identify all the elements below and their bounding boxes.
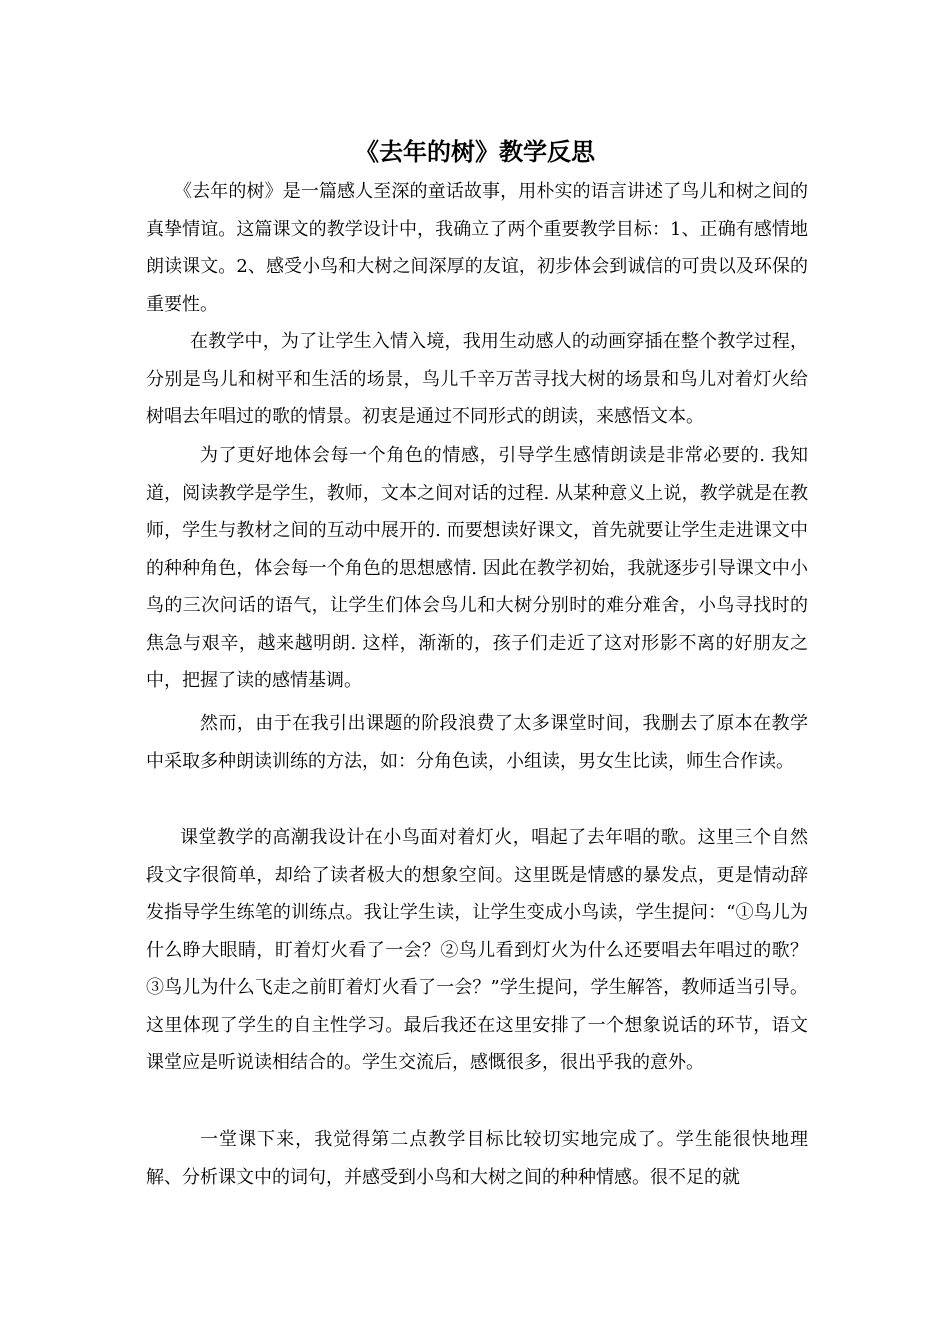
paragraph-2: 在教学中，为了让学生入情入境，我用生动感人的动画穿插在整个教学过程，分别是鸟儿和树平和生活的场景，鸟儿千辛万苦寻找大树的场景和鸟儿对着灯火给树唱去年唱过的歌的情景。初衷是通过不同形式的朗读，来感悟文本。 [146, 331, 808, 427]
paragraph-1: 《去年的树》是一篇感人至深的童话故事，用朴实的语言讲述了鸟儿和树之间的真挚情谊。这篇课文的教学设计中，我确立了两个重要教学目标：1、正确有感情地朗读课文。2、感受小鸟和大树之间深厚的友谊，初步体会到诚信的可贵以及环保的重要性。 [146, 181, 808, 315]
paragraph-6: 一堂课下来，我觉得第二点教学目标比较切实地完成了。学生能很快地理解、分析课文中的词句，并感受到小鸟和大树之间的种种情感。很不足的就 [146, 1129, 808, 1188]
paragraph-4: 然而，由于在我引出课题的阶段浪费了太多课堂时间，我删去了原本在教学中采取多种朗读训练的方法，如：分角色读，小组读，男女生比读，师生合作读。 [146, 713, 808, 772]
paragraph-3: 为了更好地体会每一个角色的情感，引导学生感情朗读是非常必要的. 我知道，阅读教学是学生，教师，文本之间对话的过程. 从某种意义上说，教学就是在教师，学生与教材之间的互动中展开的. 而要想读好课文，首先就要让学生走进课文中的种种角色，体会每一个角色的思想感情. 因此在教学初始，我就逐步引导课文中小鸟的三次问话的语气，让学生们体会鸟儿和大树分别时的难分难舍，小鸟寻找时的焦急与艰辛，越来越明朗. 这样，渐渐的，孩子们走近了这对形影不离的好朋友之中，把握了读的感情基调。 [146, 445, 808, 691]
document-title: 《去年的树》教学反思 [355, 137, 595, 166]
paragraph-5: 课堂教学的高潮我设计在小鸟面对着灯火，唱起了去年唱的歌。这里三个自然段文字很简单，却给了读者极大的想象空间。这里既是情感的暴发点，更是情动辞发指导学生练笔的训练点。我让学生读，让学生变成小鸟读，学生提问：“①鸟儿为什么睁大眼睛，盯着灯火看了一会？②鸟儿看到灯火为什么还要唱去年唱过的歌？③鸟儿为什么飞走之前盯着灯火看了一会？”学生提问，学生解答，教师适当引导。这里体现了学生的自主性学习。最后我还在这里安排了一个想象说话的环节，语文课堂应是听说读相结合的。学生交流后，感慨很多，很出乎我的意外。 [146, 827, 808, 1073]
